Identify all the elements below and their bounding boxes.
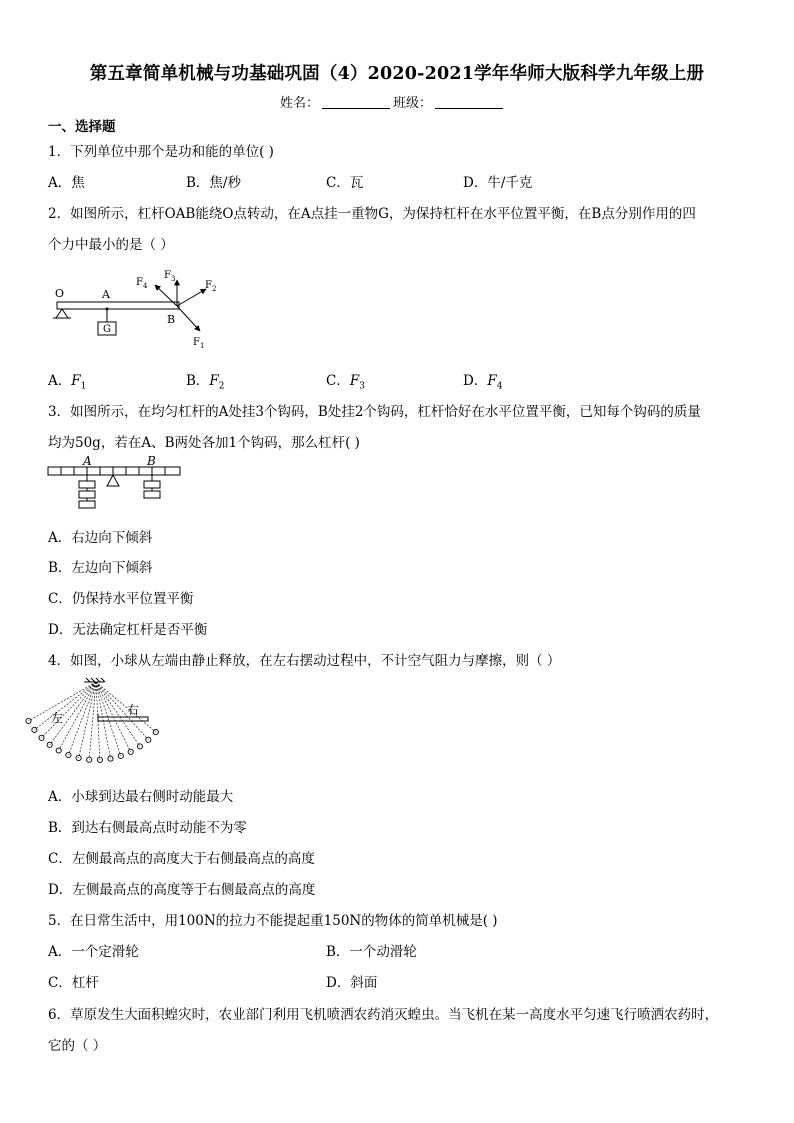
pendulum-string — [59, 682, 96, 751]
pendulum-string — [89, 682, 96, 760]
q2-stem-line1: 2．如图所示，杠杆OAB能绕O点转动，在A点挂一重物G，为保持杠杆在水平位置平衡，在B点分别作用的四 — [48, 206, 696, 222]
q1-option-d[interactable]: D．牛/千克 — [463, 175, 533, 191]
q6-stem-line2: 它的（ ） — [48, 1038, 107, 1054]
q5-option-b[interactable]: B．一个动滑轮 — [326, 944, 417, 960]
q2-label-f1: $F_1$ — [193, 337, 205, 350]
q1-stem: 1．下列单位中那个是功和能的单位( ) — [48, 144, 274, 160]
q2-option-a[interactable]: A．$F_1$ — [48, 373, 87, 392]
pendulum-string — [96, 682, 148, 740]
q3-option-a[interactable]: A．右边向下倾斜 — [48, 530, 153, 546]
name-label: 姓名： — [280, 96, 320, 111]
q4-option-b[interactable]: B．到达右侧最高点时动能不为零 — [48, 820, 247, 836]
pendulum-string — [96, 682, 121, 756]
q3-stem-line1: 3．如图所示，在均匀杠杆的A处挂3个钩码，B处挂2个钩码，杠杆恰好在水平位置平衡，已知每个钩码的质量 — [48, 404, 701, 420]
pendulum-ball — [128, 749, 133, 754]
q2-stem-line2: 个力中最小的是（ ） — [48, 237, 174, 253]
q5-option-d[interactable]: D．斜面 — [326, 975, 378, 991]
q2-label-o: O — [55, 287, 65, 300]
q2-option-c[interactable]: C．$F_3$ — [326, 373, 365, 392]
page-title: 第五章简单机械与功基础巩固（4）2020-2021学年华师大版科学九年级上册 — [89, 64, 705, 84]
pendulum-ball — [47, 742, 52, 747]
pendulum-ball — [87, 757, 92, 762]
q4-label-right: 右 — [127, 703, 140, 717]
q1-option-b[interactable]: B．焦/秒 — [186, 175, 241, 191]
q2-option-b[interactable]: B．$F_2$ — [186, 373, 225, 392]
q1-option-a[interactable]: A．焦 — [48, 175, 85, 191]
pendulum-string — [42, 682, 97, 738]
q2-label-f2: $F_2$ — [205, 280, 217, 293]
q3-option-c[interactable]: C．仍保持水平位置平衡 — [48, 591, 194, 607]
q3-option-d[interactable]: D．无法确定杠杆是否平衡 — [48, 622, 208, 638]
q2-label-a: A — [102, 288, 110, 301]
q3-label-a: A — [83, 454, 92, 468]
q4-ceiling — [84, 678, 105, 682]
q2-label-g: G — [103, 324, 111, 335]
q2-label-b: B — [167, 313, 176, 326]
q3-option-b[interactable]: B．左边向下倾斜 — [48, 560, 153, 576]
section-heading: 一、选择题 — [48, 119, 116, 135]
q4-stem: 4．如图，小球从左端由静止释放，在左右摆动过程中，不计空气阻力与摩擦，则（ ） — [48, 653, 561, 669]
q4-option-d[interactable]: D．左侧最高点的高度等于右侧最高点的高度 — [48, 882, 316, 898]
q3-stem-line2: 均为50g，若在A、B两处各加1个钩码，那么杠杆( ) — [48, 435, 360, 451]
q2-option-d[interactable]: D．$F_4$ — [463, 373, 503, 392]
q2-label-f3: $F_3$ — [164, 270, 176, 283]
pendulum-ball — [146, 737, 151, 742]
q2-label-f4: $F_4$ — [136, 277, 148, 290]
q6-stem-line1: 6．草原发生大面积蝗灾时，农业部门利用飞机喷洒农药消灭蝗虫。当飞机在某一高度水平匀速飞行喷洒农药时， — [48, 1007, 719, 1023]
q3-label-b: B — [147, 454, 156, 468]
q1-option-c[interactable]: C．瓦 — [326, 175, 364, 191]
q5-option-a[interactable]: A．一个定滑轮 — [48, 944, 139, 960]
pendulum-ball — [39, 735, 44, 740]
q5-stem: 5．在日常生活中，用100N的拉力不能提起重150N的物体的简单机械是( ) — [48, 913, 498, 929]
q5-option-c[interactable]: C．杠杆 — [48, 975, 99, 991]
q4-option-a[interactable]: A．小球到达最右侧时动能最大 — [48, 789, 234, 805]
class-label: 班级： — [393, 96, 433, 111]
pendulum-string — [96, 682, 156, 732]
q4-option-c[interactable]: C．左侧最高点的高度大于右侧最高点的高度 — [48, 851, 315, 867]
q4-label-left: 左 — [51, 711, 64, 725]
